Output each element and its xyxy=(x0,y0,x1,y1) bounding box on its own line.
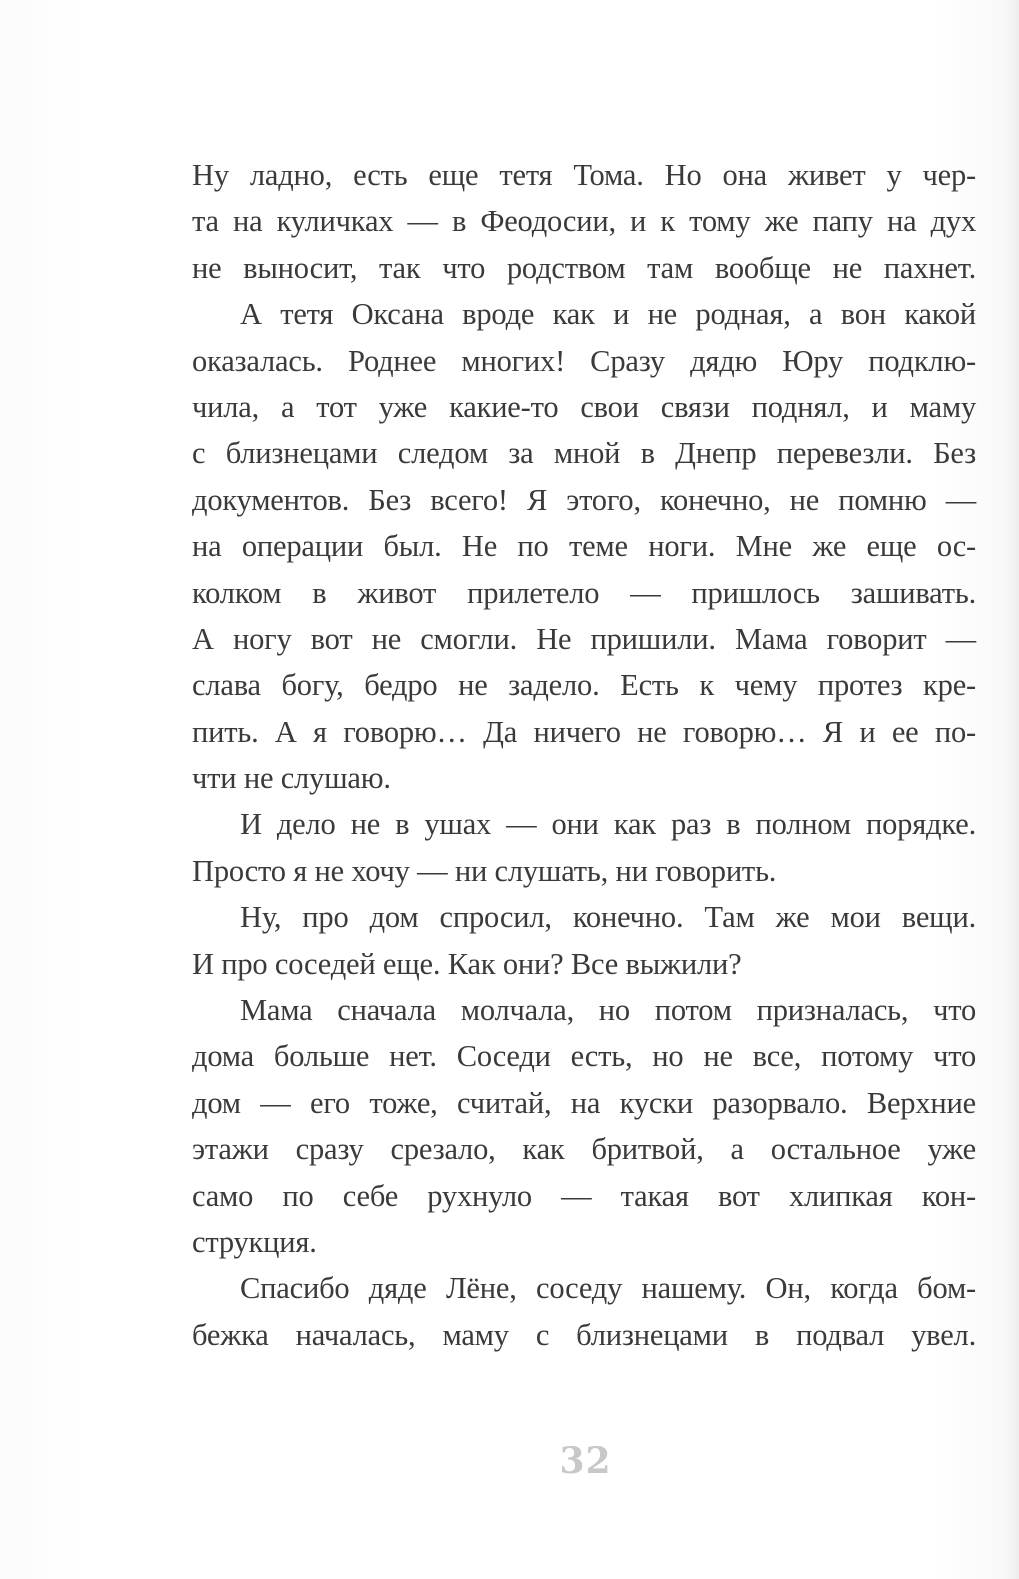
text-line: слава богу, бедро не задело. Есть к чему протез кре- xyxy=(192,668,976,703)
text-line: документов. Без всего! Я этого, конечно, не помню — xyxy=(192,482,976,517)
text-line: Ну ладно, есть еще тетя Тома. Но она живет у чер- xyxy=(192,158,976,192)
text-line: пить. А я говорю… Да ничего не говорю… Я и ее по- xyxy=(192,714,976,749)
text-line: чти не слушаю. xyxy=(192,761,391,796)
text-line: Ну, про дом спросил, конечно. Там же мои вещи. xyxy=(240,900,976,935)
text-line: А ногу вот не смогли. Не пришили. Мама говорит — xyxy=(192,621,976,656)
text-line: дом — его тоже, считай, на куски разорвало. Верхние xyxy=(192,1085,976,1120)
text-line: колком в живот прилетело — пришлось зашивать. xyxy=(192,575,976,610)
text-line: Спасибо дяде Лёне, соседу нашему. Он, когда бом- xyxy=(240,1271,976,1306)
text-line: И дело не в ушах — они как раз в полном порядке. xyxy=(240,807,976,842)
text-line: оказалась. Роднее многих! Сразу дядю Юру подклю- xyxy=(192,343,976,378)
page-number: 32 xyxy=(559,1440,612,1482)
text-line: А тетя Оксана вроде как и не родная, а вон какой xyxy=(240,297,976,332)
text-line: И про соседей еще. Как они? Все выжили? xyxy=(192,946,742,981)
text-line: бежка началась, маму с близнецами в подвал увел. xyxy=(192,1317,976,1352)
text-line: струкция. xyxy=(192,1224,317,1259)
text-line: дома больше нет. Соседи есть, но не все, потому что xyxy=(192,1039,976,1074)
text-line: та на куличках — в Феодосии, и к тому же папу на дух xyxy=(192,204,976,239)
text-line: не выносит, так что родством там вообще не пахнет. xyxy=(192,250,976,285)
text-line: чила, а тот уже какие-то свои связи поднял, и маму xyxy=(192,389,976,424)
text-line: Мама сначала молчала, но потом призналась, что xyxy=(240,993,976,1028)
body-text xyxy=(192,152,976,1358)
text-line: на операции был. Не по теме ноги. Мне же еще ос- xyxy=(192,529,976,564)
text-line: с близнецами следом за мной в Днепр перевезли. Без xyxy=(192,436,976,471)
page-edge-shadow xyxy=(1005,0,1019,1579)
text-line: само по себе рухнуло — такая вот хлипкая кон- xyxy=(192,1178,976,1213)
text-line: Просто я не хочу — ни слушать, ни говорить. xyxy=(192,853,777,888)
text-line: этажи сразу срезало, как бритвой, а остальное уже xyxy=(192,1132,976,1167)
